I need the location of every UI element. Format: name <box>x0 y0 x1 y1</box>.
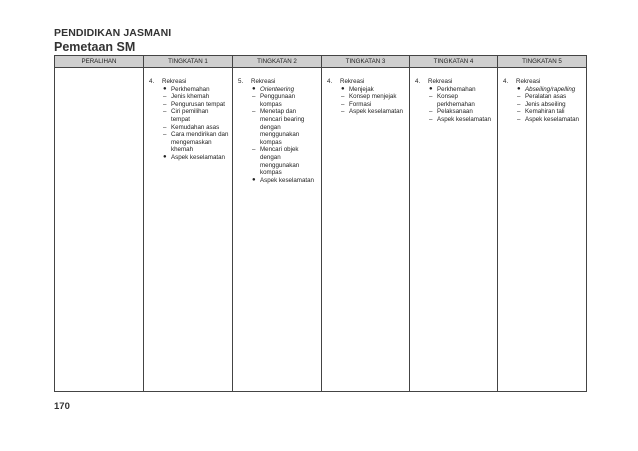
topic-name: Rekreasi <box>516 78 541 85</box>
list-item-text: Konsep menjejak <box>349 93 397 101</box>
list-item <box>163 86 229 94</box>
dash-icon: – <box>517 115 521 123</box>
dash-icon: – <box>252 108 256 116</box>
list-item <box>163 124 229 132</box>
list-item <box>517 116 583 124</box>
topic-heading <box>502 78 583 86</box>
column-header-tingkatan-2: TINGKATAN 2 <box>233 56 322 68</box>
topic-number: 4. <box>149 78 155 85</box>
subject-heading: PENDIDIKAN JASMANI <box>54 27 172 39</box>
list-item-text: Menetap dan mencari bearing dengan menggunakan kompas <box>260 108 305 146</box>
cell-tingkatan-5 <box>498 68 587 392</box>
list-item-text: Pengurusan tempat <box>171 100 226 108</box>
list-item-text: Mencari objek dengan menggunakan kompas <box>260 146 300 177</box>
list-item-text: Aspek keselamatan <box>437 115 491 123</box>
topic-name: Rekreasi <box>162 78 187 85</box>
list-item <box>252 108 318 146</box>
list-item-text: Cara mendirikan dan mengemaskan khemah <box>171 131 229 154</box>
dash-icon: – <box>252 146 256 154</box>
page-title: Pemetaan SM <box>54 40 136 54</box>
list-item-text: Aspek keselamatan <box>349 108 403 116</box>
column-header-tingkatan-1: TINGKATAN 1 <box>144 56 233 68</box>
cell-content <box>55 68 143 78</box>
page-number: 170 <box>54 401 70 412</box>
column-header-tingkatan-4: TINGKATAN 4 <box>410 56 498 68</box>
column-header-tingkatan-3: TINGKATAN 3 <box>322 56 410 68</box>
list-item-text: Menjejak <box>349 85 374 93</box>
list-item <box>163 154 229 162</box>
list-item <box>341 108 406 116</box>
list-item-text: Jenis abseiling <box>525 100 566 108</box>
bullet-icon: ● <box>252 176 256 183</box>
topic-name: Rekreasi <box>251 78 276 85</box>
cell-content <box>144 68 232 162</box>
list-item-text: Abseiling/rapelling <box>525 85 576 93</box>
list-item <box>517 86 583 94</box>
list-item <box>429 108 494 116</box>
list-item <box>252 93 318 108</box>
list-item-text: Perkhemahan <box>171 85 210 93</box>
item-list <box>414 86 494 124</box>
item-list <box>326 86 406 116</box>
list-item-text: Orienteering <box>260 85 295 93</box>
list-item <box>163 101 229 109</box>
topic-number: 4. <box>415 78 421 85</box>
topic-name: Rekreasi <box>428 78 453 85</box>
list-item-text: Aspek keselamatan <box>525 115 579 123</box>
list-item-text: Ciri pemilihan tempat <box>171 108 209 123</box>
dash-icon: – <box>252 93 256 101</box>
list-item-text: Jenis khemah <box>171 93 210 101</box>
table-row <box>55 68 587 392</box>
topic-number: 5. <box>238 78 244 85</box>
list-item-text: Kemahiran tali <box>525 108 565 116</box>
dash-icon: – <box>163 131 167 139</box>
topic-heading <box>414 78 494 86</box>
column-header-peralihan: PERALIHAN <box>55 56 144 68</box>
list-item-text: Formasi <box>349 100 372 108</box>
dash-icon: – <box>163 93 167 101</box>
list-item <box>341 101 406 109</box>
list-item-text: Peralatan asas <box>525 93 567 101</box>
list-item-text: Aspek keselamatan <box>260 176 314 184</box>
list-item <box>252 86 318 94</box>
list-item <box>163 131 229 154</box>
item-list <box>148 86 229 162</box>
cell-content <box>410 68 497 124</box>
list-item-text: Penggunaan kompas <box>260 93 296 108</box>
cell-tingkatan-3 <box>322 68 410 392</box>
topic-heading <box>326 78 406 86</box>
item-list <box>237 86 318 185</box>
topic-name: Rekreasi <box>340 78 365 85</box>
topic-number: 4. <box>327 78 333 85</box>
topic-heading <box>237 78 318 86</box>
cell-tingkatan-4 <box>410 68 498 392</box>
list-item <box>517 108 583 116</box>
dash-icon: – <box>517 108 521 116</box>
dash-icon: – <box>341 100 345 108</box>
mapping-table <box>54 55 587 392</box>
list-item-text: Konsep perkhemahan <box>437 93 475 108</box>
topic-number: 4. <box>503 78 509 85</box>
list-item <box>517 101 583 109</box>
list-item-text: Aspek keselamatan <box>171 153 225 161</box>
cell-peralihan <box>55 68 144 392</box>
bullet-icon: ● <box>429 85 433 92</box>
dash-icon: – <box>517 100 521 108</box>
dash-icon: – <box>163 100 167 108</box>
list-item <box>163 108 229 123</box>
cell-content <box>233 68 321 184</box>
dash-icon: – <box>429 93 433 101</box>
list-item <box>429 86 494 94</box>
list-item <box>341 86 406 94</box>
column-header-tingkatan-5: TINGKATAN 5 <box>498 56 587 68</box>
cell-tingkatan-1 <box>144 68 233 392</box>
list-item-text: Perkhemahan <box>437 85 476 93</box>
cell-content <box>322 68 409 116</box>
table-header-row <box>55 56 587 68</box>
list-item <box>429 116 494 124</box>
bullet-icon: ● <box>252 85 256 92</box>
dash-icon: – <box>341 93 345 101</box>
list-item <box>252 146 318 176</box>
dash-icon: – <box>163 123 167 131</box>
dash-icon: – <box>163 108 167 116</box>
item-list <box>502 86 583 124</box>
bullet-icon: ● <box>163 153 167 160</box>
list-item <box>163 93 229 101</box>
dash-icon: – <box>429 108 433 116</box>
dash-icon: – <box>341 108 345 116</box>
dash-icon: – <box>517 93 521 101</box>
list-item <box>517 93 583 101</box>
list-item <box>252 177 318 185</box>
bullet-icon: ● <box>341 85 345 92</box>
cell-content <box>498 68 586 124</box>
topic-heading <box>148 78 229 86</box>
list-item <box>429 93 494 108</box>
list-item-text: Kemudahan asas <box>171 123 220 131</box>
cell-tingkatan-2 <box>233 68 322 392</box>
list-item <box>341 93 406 101</box>
bullet-icon: ● <box>517 85 521 92</box>
dash-icon: – <box>429 115 433 123</box>
bullet-icon: ● <box>163 85 167 92</box>
list-item-text: Pelaksanaan <box>437 108 473 116</box>
